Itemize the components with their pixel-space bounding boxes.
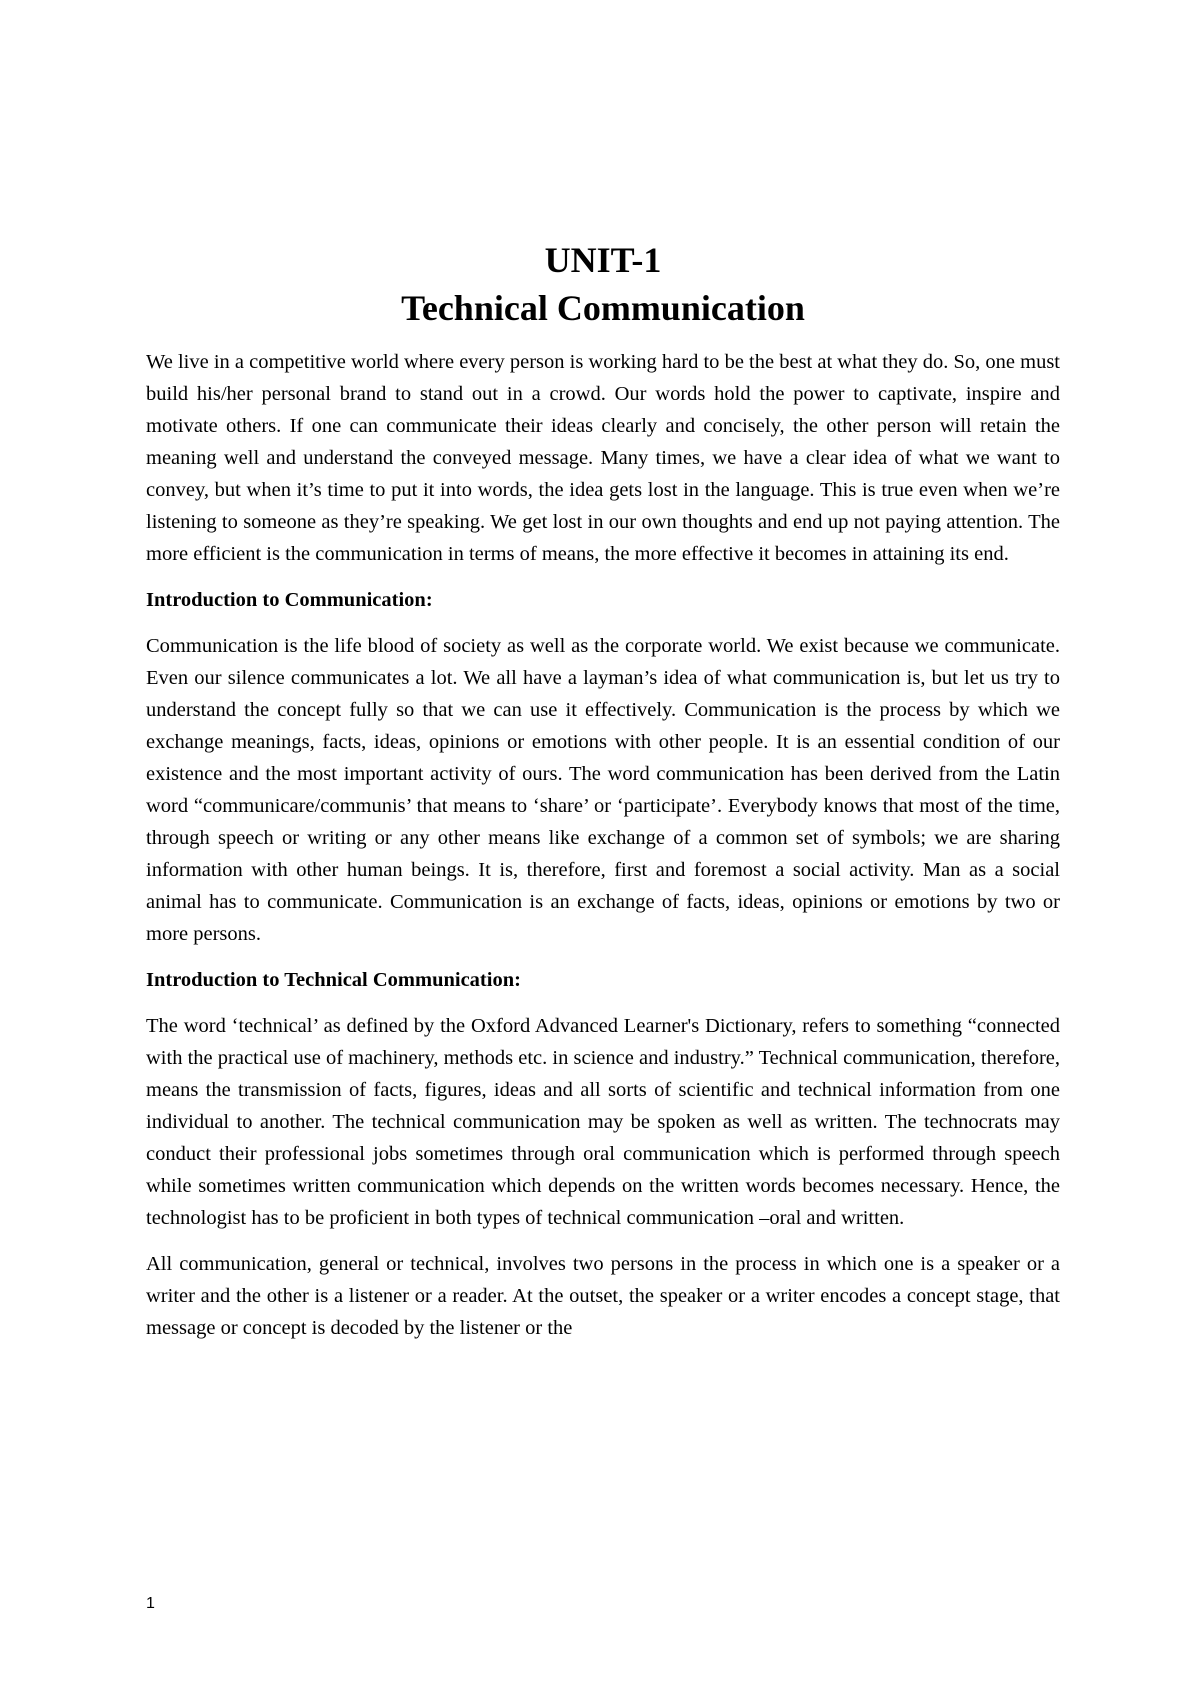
section-heading-communication: Introduction to Communication: <box>146 589 433 611</box>
section-paragraph-technical-2: All communication, general or technical, involves two persons in the process in which one is a speaker or a writer and the other is a listener or a reader. At the outset, the speaker or a writer encodes a concept stage, that message or concept is decoded by the listener or the <box>146 1253 1060 1339</box>
section-paragraph-communication: Communication is the life blood of society as well as the corporate world. We exist because we communicate. Even our silence communicates a lot. We all have a layman’s idea of what communication is, but let us try to understand the concept fully so that we can use it effectively. Communication is the process by which we exchange meanings, facts, ideas, opinions or emotions with other people. It is an essential condition of our existence and the most important activity of ours. The word communication has been derived from the Latin word “communicare/communis’ that means to ‘share’ or ‘participate’. Everybody knows that most of the time, through speech or writing or any other means like exchange of a common set of symbols; we are sharing information with other human beings. It is, therefore, first and foremost a social activity. Man as a social animal has to communicate. Communication is an exchange of facts, ideas, opinions or emotions by two or more persons. <box>146 635 1060 945</box>
main-title: Technical Communication <box>401 288 805 328</box>
unit-title: UNIT-1 <box>544 240 662 280</box>
page-number: 1 <box>146 1595 155 1612</box>
document-body <box>146 236 1060 1358</box>
section-heading-technical-communication: Introduction to Technical Communication: <box>146 969 521 991</box>
intro-paragraph: We live in a competitive world where every person is working hard to be the best at what they do. So, one must build his/her personal brand to stand out in a crowd. Our words hold the power to captivate, inspire and motivate others. If one can communicate their ideas clearly and concisely, the other person will retain the meaning well and understand the conveyed message. Many times, we have a clear idea of what we want to convey, but when it’s time to put it into words, the idea gets lost in the language. This is true even when we’re listening to someone as they’re speaking. We get lost in our own thoughts and end up not paying attention. The more efficient is the communication in terms of means, the more effective it becomes in attaining its end. <box>146 351 1060 565</box>
section-paragraph-technical-1: The word ‘technical’ as defined by the Oxford Advanced Learner's Dictionary, refers to something “connected with the practical use of machinery, methods etc. in science and industry.” Technical communication, therefore, means the transmission of facts, figures, ideas and all sorts of scientific and technical information from one individual to another. The technical communication may be spoken as well as written. The technocrats may conduct their professional jobs sometimes through oral communication which is performed through speech while sometimes written communication which depends on the written words becomes necessary. Hence, the technologist has to be proficient in both types of technical communication –oral and written. <box>146 1015 1060 1229</box>
